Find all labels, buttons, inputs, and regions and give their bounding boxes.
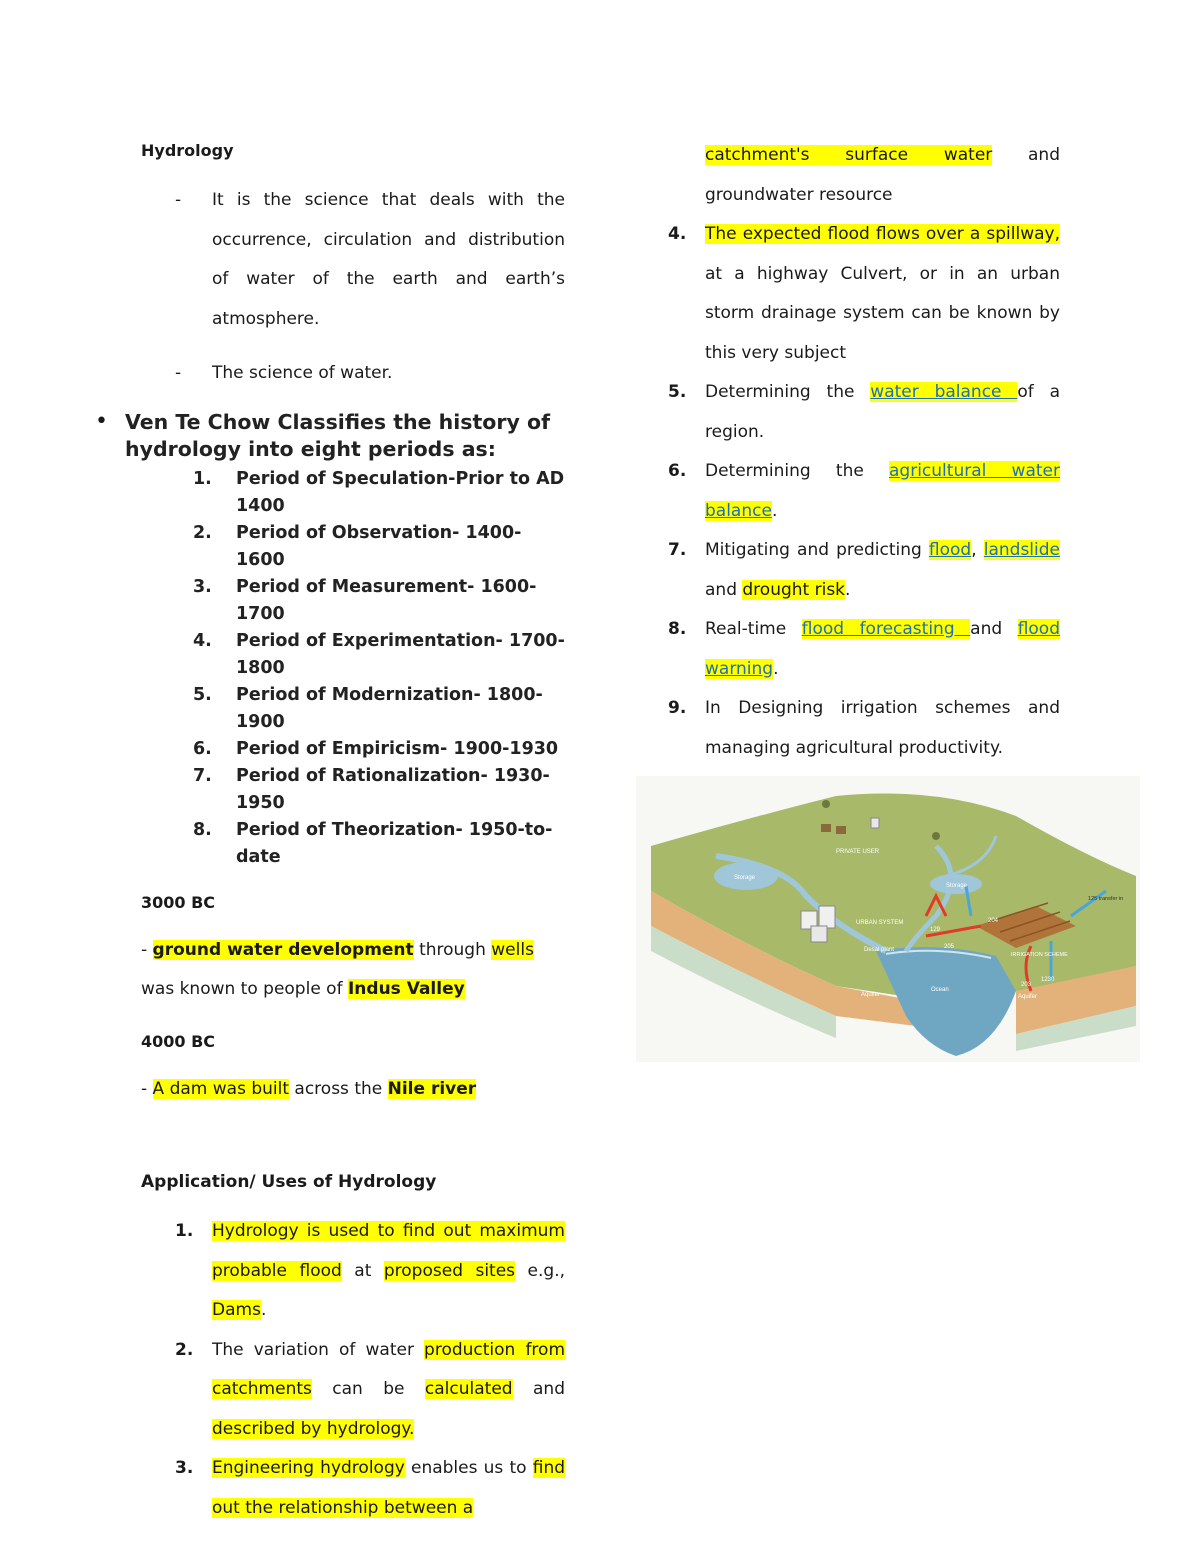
year-4000bc-text: - A dam was built across the Nile river [141, 1078, 477, 1099]
flood-warning-link[interactable]: flood warning [705, 619, 1060, 679]
landslide-link[interactable]: landslide [983, 540, 1060, 560]
period-item: 2. Period of Observation- 1400-1600 [193, 522, 522, 570]
year-3000bc-text: - ground water development through wells was known to people of Indus Valley [141, 939, 534, 999]
flow-label: 205 [944, 944, 955, 950]
definition-list [95, 181, 565, 394]
desal-plant-label: Desal plant [864, 947, 895, 953]
private-user-label: PRIVATE USER [836, 849, 880, 855]
hydrology-system-diagram [636, 776, 1140, 1062]
bullet-icon: • [95, 408, 108, 434]
application-item: 4. The expected flood flows over a spillway, at a highway Culvert, or in an urban storm drainage system can be known by this very subject [668, 224, 1060, 363]
period-item: 5. Period of Modernization- 1800-1900 [193, 684, 543, 732]
year-4000bc: 4000 BC [141, 1031, 216, 1051]
flood-link[interactable]: flood [928, 540, 972, 560]
agricultural-water-balance-link[interactable]: agricultural water balance [705, 461, 1060, 521]
application-item: 2. The variation of water production from catchments can be calculated and described by hydrology. [175, 1339, 565, 1439]
period-item: 1. Period of Speculation-Prior to AD 1400 [193, 468, 565, 516]
period-item: 4. Period of Experimentation- 1700-1800 [193, 630, 565, 678]
flow-label: 129 [930, 927, 941, 933]
application-item: 9. In Designing irrigation schemes and managing agricultural productivity. [668, 698, 1060, 758]
flow-label: 204 [988, 918, 999, 924]
irrigation-scheme-label: IRRIGATION SCHEME [1011, 952, 1068, 958]
flow-label: 1230 [1041, 977, 1055, 983]
left-column [95, 136, 565, 1528]
definition-item: - The science of water. [95, 354, 565, 394]
period-list [125, 466, 565, 871]
dash-marker: - [175, 190, 182, 210]
aquifer-label: Aquifer [1018, 994, 1038, 1000]
section-heading-hydrology: Hydrology [141, 141, 234, 160]
application-item: 8. Real-time flood forecasting and flood warning. [668, 619, 1060, 679]
applications-list-continued [668, 136, 1060, 768]
application-item: 3. Engineering hydrology enables us to find out the relationship between a [175, 1458, 566, 1518]
application-item-continued: catchment's surface water and groundwater resource [705, 145, 1060, 205]
application-item: 1. Hydrology is used to find out maximum probable flood at proposed sites e.g., Dams. [175, 1221, 566, 1320]
applications-list [95, 1212, 565, 1528]
year-3000bc: 3000 BC [141, 892, 216, 912]
application-item: 7. Mitigating and predicting flood, landslide and drought risk. [668, 540, 1060, 600]
urban-system-label: URBAN SYSTEM [856, 920, 904, 926]
application-item: 5. Determining the water balance of a region. [668, 382, 1060, 442]
water-balance-link[interactable]: water balance [870, 382, 1018, 402]
dash-marker: - [175, 363, 182, 383]
ocean-label: Ocean [931, 987, 949, 993]
period-item: 6. Period of Empiricism- 1900-1930 [193, 738, 559, 759]
aquifer-label: Aquifer [861, 992, 881, 998]
applications-heading: Application/ Uses of Hydrology [141, 1172, 437, 1192]
transfer-in-label: 125 transfer in [1088, 896, 1124, 902]
chow-block [95, 409, 565, 871]
flow-label: 203 [1021, 982, 1032, 988]
storage-label: Storage [734, 875, 756, 881]
period-item: 3. Period of Measurement- 1600-1700 [193, 576, 537, 624]
chow-title: Ven Te Chow Classifies the history of hydrology into eight periods as: [125, 409, 551, 461]
period-item: 7. Period of Rationalization- 1930-1950 [193, 765, 550, 813]
storage-label: Storage [946, 883, 968, 889]
right-column [668, 136, 1060, 768]
period-item: 8. Period of Theorization- 1950-to-date [193, 819, 553, 867]
flood-forecasting-link[interactable]: flood forecasting [801, 619, 971, 639]
application-item: 6. Determining the agricultural water balance. [668, 461, 1060, 521]
definition-item: - It is the science that deals with the occurrence, circulation and distribution of water of the earth and earth’s atmosphere. [95, 181, 565, 339]
